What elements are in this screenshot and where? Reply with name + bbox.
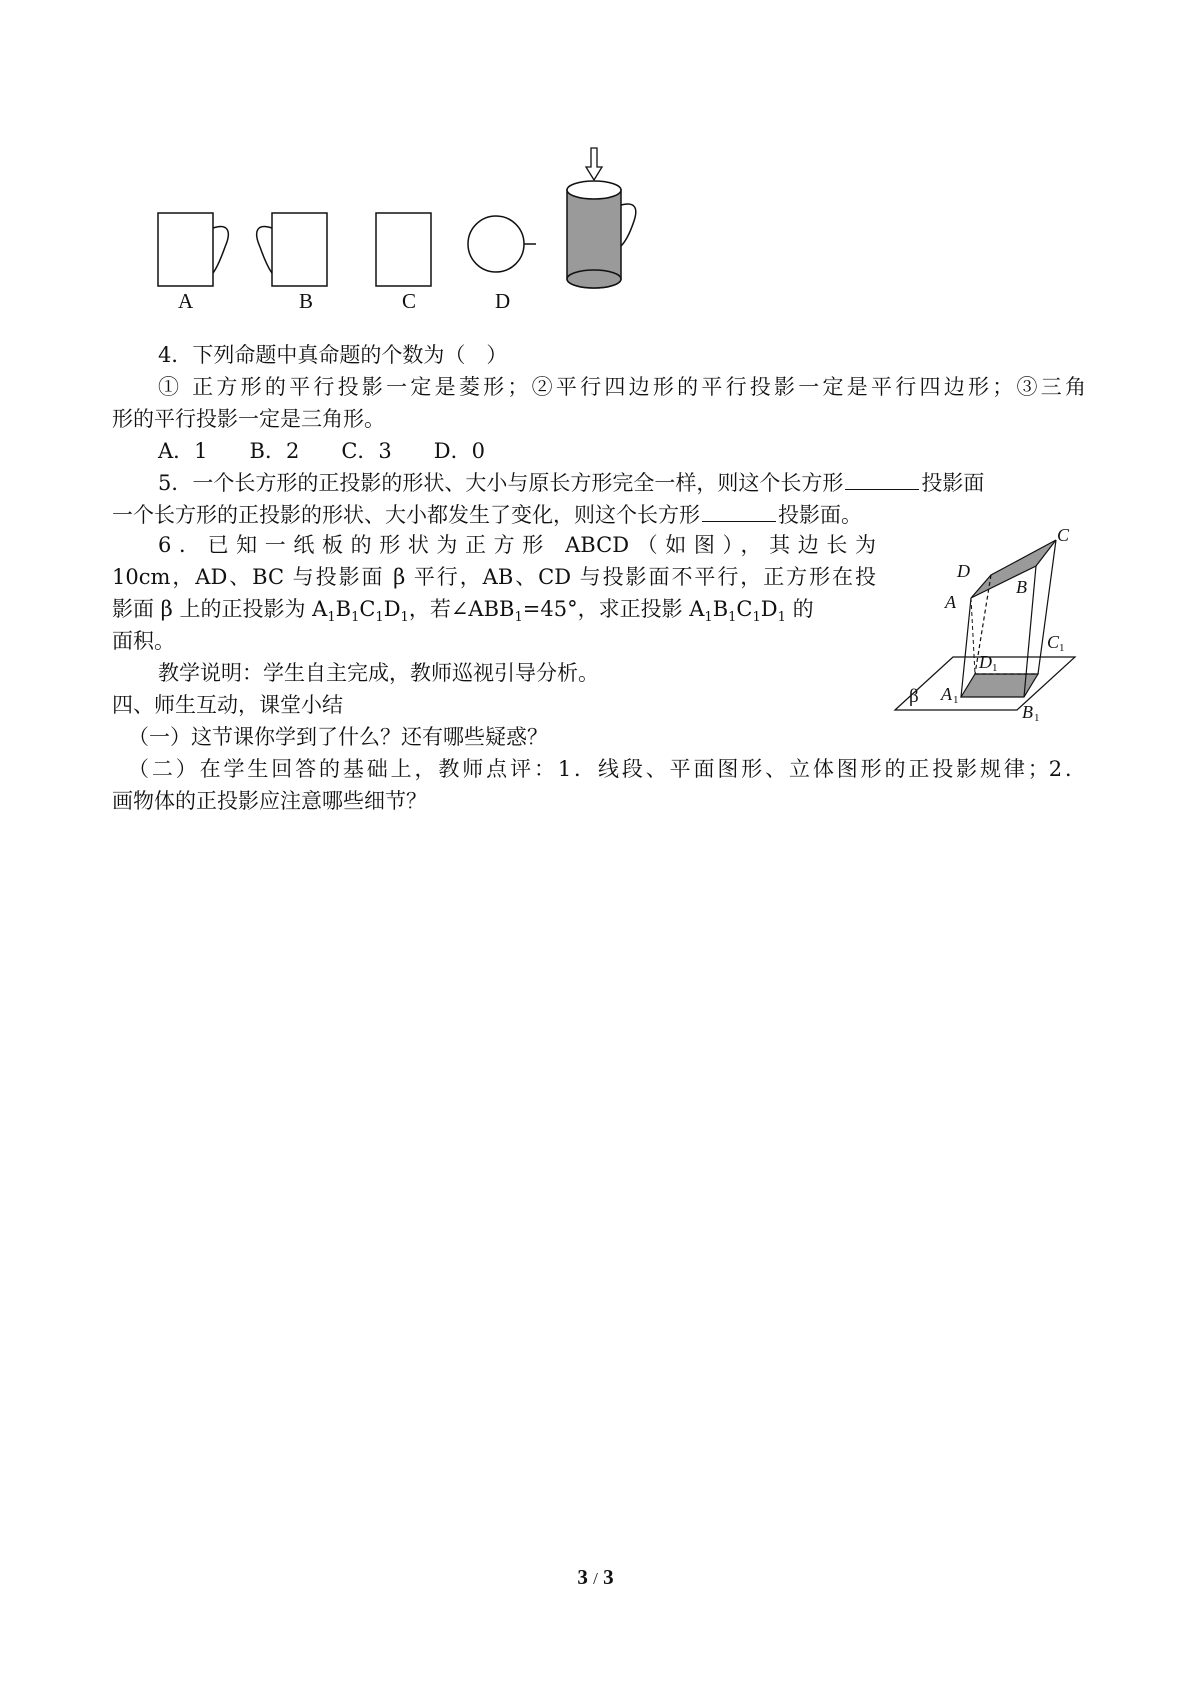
label-c: C — [1057, 525, 1070, 545]
square-projection-figure — [895, 525, 1105, 725]
option-c-label: C — [402, 289, 417, 313]
square-abcd — [971, 540, 1056, 598]
label-b1: B — [1022, 702, 1033, 722]
q6-b: B — [335, 597, 352, 621]
q5-line2-tail: 投影面。 — [778, 503, 862, 527]
label-b: B — [1016, 577, 1027, 597]
projection-a1b1c1d1 — [961, 674, 1038, 697]
page-number — [0, 1565, 1191, 1590]
option-a-label: A — [178, 289, 194, 313]
q5-blank-1 — [845, 467, 919, 490]
q4-statement-line1: ① 正方形的平行投影一定是菱形；②平行四边形的平行投影一定是平行四边形；③三角 — [158, 375, 1086, 399]
section4-heading: 四、师生互动，课堂小结 — [112, 693, 343, 717]
option-b-drawing — [257, 213, 327, 286]
q6-sub: 1 — [514, 610, 523, 626]
q5-blank-2 — [702, 499, 776, 522]
q6-sub: 1 — [777, 610, 786, 626]
q4-stem: 4．下列命题中真命题的个数为（ ） — [158, 343, 508, 367]
option-d-drawing — [468, 216, 536, 272]
q6-sub: 1 — [375, 610, 384, 626]
q6-d: D — [760, 597, 778, 621]
q5-line1-text: 5．一个长方形的正投影的形状、大小与原长方形完全一样，则这个长方形 — [158, 471, 844, 495]
q4-statement-line2: 形的平行投影一定是三角形。 — [112, 407, 385, 431]
label-beta: β — [909, 686, 919, 707]
section4-item2-line2: 画物体的正投影应注意哪些细节？ — [112, 789, 427, 813]
option-d-label: D — [495, 289, 511, 313]
q6-line1: 6．已知一纸板的形状为正方形 ABCD（如图），其边长为 — [158, 533, 876, 557]
label-c1: C — [1047, 632, 1060, 652]
q6-c: C — [359, 597, 376, 621]
q6-line3-d: 的 — [785, 597, 814, 621]
cylinder-cup-drawing — [567, 181, 636, 288]
q5-line1-tail: 投影面 — [921, 471, 985, 495]
down-arrow-icon — [586, 148, 602, 180]
label-a1: A — [941, 684, 952, 704]
teaching-note: 教学说明：学生自主完成，教师巡视引导分析。 — [158, 661, 599, 685]
q6-b: B — [712, 597, 729, 621]
page-current: 3 — [577, 1565, 588, 1589]
q6-line3 — [112, 594, 814, 624]
q6-line3-c: =45°，求正投影 A — [522, 597, 705, 621]
label-d1-sub: 1 — [992, 662, 998, 674]
q6-c: C — [736, 597, 753, 621]
section4-item1: （一）这节课你学到了什么？还有哪些疑惑？ — [128, 725, 548, 749]
option-a-drawing — [158, 213, 228, 286]
label-d1: D — [979, 652, 992, 672]
q6-sub: 1 — [327, 610, 336, 626]
q6-sub: 1 — [704, 610, 713, 626]
option-c-drawing — [376, 213, 431, 286]
q5-line2-text: 一个长方形的正投影的形状、大小都发生了变化，则这个长方形 — [112, 503, 700, 527]
q6-sub: 1 — [400, 610, 409, 626]
mug-projection-figure — [150, 145, 650, 310]
label-c1-sub: 1 — [1059, 642, 1065, 654]
page-separator: / — [593, 1569, 598, 1588]
q6-line2: 10cm，AD、BC 与投影面 β 平行，AB、CD 与投影面不平行，正方形在投 — [112, 565, 876, 589]
label-d: D — [957, 561, 970, 581]
q6-line4: 面积。 — [112, 629, 175, 653]
q6-line3-a: 影面 β 上的正投影为 A — [112, 597, 328, 621]
option-b-label: B — [299, 289, 314, 313]
q6-d: D — [383, 597, 401, 621]
q4-options: A．1 B．2 C．3 D．0 — [158, 439, 485, 463]
q6-sub: 1 — [752, 610, 761, 626]
section4-item2-line1: （二）在学生回答的基础上，教师点评：1．线段、平面图形、立体图形的正投影规律；2． — [128, 757, 1086, 781]
label-b1-sub: 1 — [1034, 712, 1040, 724]
label-a1-sub: 1 — [953, 694, 959, 706]
q5-line2 — [112, 499, 862, 530]
q6-sub: 1 — [351, 610, 360, 626]
q6-sub: 1 — [728, 610, 737, 626]
page-total: 3 — [603, 1565, 614, 1589]
q5-line1 — [158, 467, 984, 498]
label-a: A — [945, 592, 956, 612]
q6-line3-b: ，若∠ABB — [408, 597, 515, 621]
